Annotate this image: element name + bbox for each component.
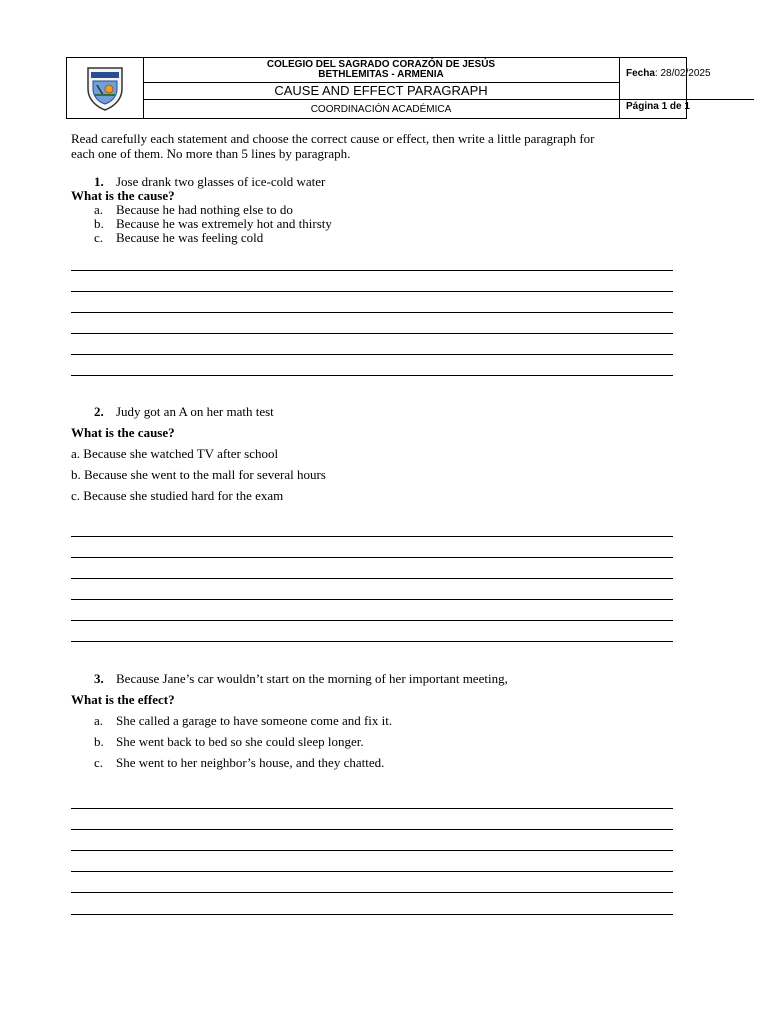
answer-line[interactable] [71,557,673,558]
question-2-option-c: c. Because she studied hard for the exam [71,488,284,503]
instructions-line1: Read carefully each statement and choose the correct cause or effect, then write a little paragraph for [71,131,595,146]
answer-line[interactable] [71,641,673,642]
question-1-option-c: Because he was feeling cold [116,230,264,245]
question-3-option-c-letter: c. [94,755,104,770]
question-2-prompt: What is the cause? [71,425,175,440]
question-3-option-b: She went back to bed so she could sleep longer. [116,734,364,749]
question-1-prompt: What is the cause? [71,188,175,203]
answer-line[interactable] [71,620,673,621]
department-name: COORDINACIÓN ACADÉMICA [310,104,452,115]
answer-line[interactable] [71,578,673,579]
answer-line[interactable] [71,354,673,355]
answer-line[interactable] [71,536,673,537]
date-value: : 28/02/2025 [654,68,711,79]
answer-line[interactable] [71,333,673,334]
school-name [143,58,619,83]
question-1-option-a-letter: a. [94,202,104,217]
question-1-number: 1. [94,174,104,189]
question-3-number: 3. [94,671,104,686]
logo-cell [67,58,144,118]
question-3-prompt: What is the effect? [71,692,175,707]
question-1-statement: Jose drank two glasses of ice-cold water [116,174,326,189]
instructions-line2: each one of them. No more than 5 lines by paragraph. [71,146,351,161]
date-label: Fecha [626,68,655,79]
question-1-option-b: Because he was extremely hot and thirsty [116,216,332,231]
question-3-option-a: She called a garage to have someone come and fix it. [116,713,393,728]
date-cell [619,58,754,100]
answer-line[interactable] [71,914,673,915]
answer-line[interactable] [71,871,673,872]
question-2-option-b: b. Because she went to the mall for several hours [71,467,326,482]
question-2-number: 2. [94,404,104,419]
header-center-cell [143,58,620,118]
answer-line[interactable] [71,829,673,830]
answer-line[interactable] [71,808,673,809]
school-name-line2: BETHLEMITAS - ARMENIA [318,69,444,80]
question-3-option-a-letter: a. [94,713,104,728]
answer-line[interactable] [71,599,673,600]
question-3-statement: Because Jane’s car wouldn’t start on the morning of her important meeting, [116,671,508,686]
question-1-option-b-letter: b. [94,216,104,231]
question-2-statement: Judy got an A on her math test [116,404,274,419]
answer-line[interactable] [71,892,673,893]
page-number: Página 1 de 1 [626,101,690,112]
answer-line[interactable] [71,312,673,313]
question-1-option-a: Because he had nothing else to do [116,202,293,217]
question-1-option-c-letter: c. [94,230,104,245]
school-logo [85,65,125,111]
school-name-line1: COLEGIO DEL SAGRADO CORAZÓN DE JESÚS [266,59,496,70]
answer-line[interactable] [71,291,673,292]
answer-line[interactable] [71,850,673,851]
question-3-option-c: She went to her neighbor’s house, and they chatted. [116,755,385,770]
answer-line[interactable] [71,375,673,376]
question-3-option-b-letter: b. [94,734,104,749]
question-2-option-a: a. Because she watched TV after school [71,446,279,461]
answer-line[interactable] [71,270,673,271]
document-title: CAUSE AND EFFECT PARAGRAPH [143,82,619,100]
document-header [66,57,711,119]
header-right-cell [619,58,711,118]
